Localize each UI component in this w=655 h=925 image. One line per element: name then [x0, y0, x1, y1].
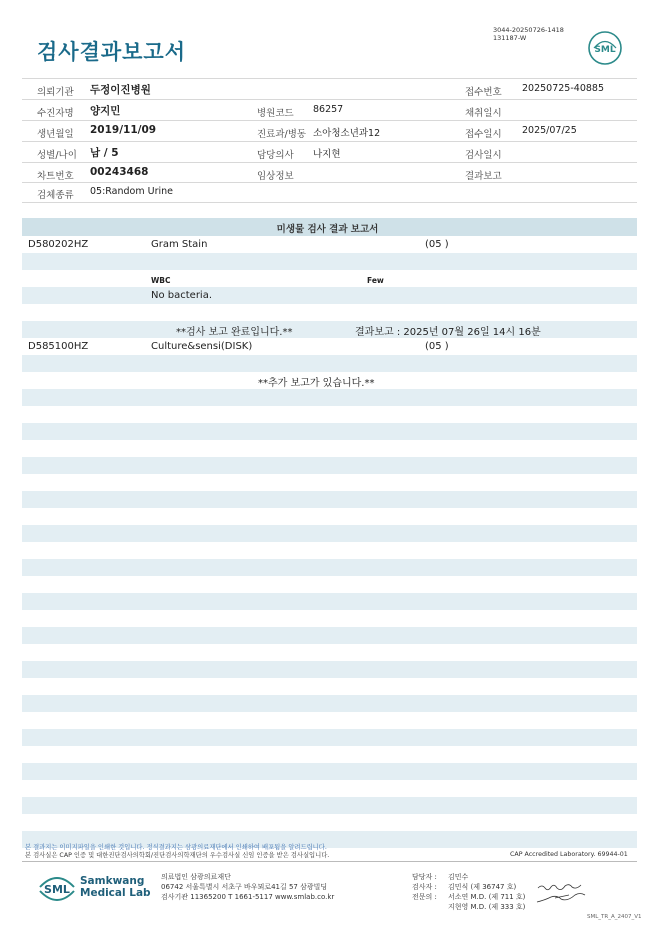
accreditation-notice: 본 검사실은 CAP 인증 및 대한진단검사의학회/진단검사의학재단의 우수검사실 신임 인증을 받은 검사실입니다. — [25, 852, 330, 859]
staff-names — [448, 872, 525, 912]
brand-line2: Medical Lab — [80, 887, 151, 899]
brand-name — [80, 875, 151, 899]
org-name: 의료법인 삼광의료재단 — [161, 873, 231, 881]
org-address: 06742 서울특별시 서초구 바우뫼로41길 57 삼광빌딩 — [161, 883, 328, 891]
results-section-title: 미생물 검사 결과 보고서 — [276, 224, 379, 235]
result-specimen-2: (05 ) — [425, 341, 449, 352]
label-specimen: 검체종류 — [37, 190, 74, 201]
additional-message: **추가 보고가 있습니다.** — [258, 378, 375, 389]
bacteria-result: No bacteria. — [151, 290, 213, 301]
label-clinical: 임상정보 — [257, 171, 294, 182]
staff-label-tester: 검사자 : — [412, 883, 437, 891]
label-institution: 의뢰기관 — [37, 87, 74, 98]
label-collection-date: 채취일시 — [465, 108, 502, 119]
org-contact: 검사기관 11365200 T 1661-5117 www.smlab.co.kr — [161, 893, 335, 901]
sml-brand-logo-icon — [37, 871, 77, 907]
page-title: 검사결과보고서 — [37, 40, 187, 64]
staff-tester: 김민식 (제 36747 호) — [448, 883, 517, 891]
label-receipt-date: 접수일시 — [465, 129, 502, 140]
result-name-2: Culture&sensi(DISK) — [151, 341, 253, 352]
label-test-date: 검사일시 — [465, 150, 502, 161]
wbc-value: Few — [367, 276, 384, 285]
document-id — [493, 26, 564, 42]
complete-message: **검사 보고 완료입니다.** — [176, 327, 293, 338]
value-sex-age: 남 / 5 — [90, 147, 119, 159]
label-hospital-code: 병원코드 — [257, 108, 294, 119]
svg-text:SML: SML — [44, 883, 70, 896]
signature-icon — [535, 880, 590, 910]
result-code-1: D580202HZ — [28, 239, 89, 250]
staff-manager: 김민수 — [448, 873, 469, 881]
label-department: 진료과/병동 — [257, 129, 307, 140]
sml-logo-icon — [588, 31, 622, 65]
value-institution: 두정이진병원 — [90, 84, 151, 96]
brand-line1: Samkwang — [80, 875, 145, 887]
print-notice: 본 결과지는 이미지파일을 인쇄한 것입니다. 정식결과지는 삼광의료재단에서 인쇄하여 배포됨을 알려드립니다. — [25, 844, 327, 851]
value-birth: 2019/11/09 — [90, 124, 157, 136]
logo-text: SML — [594, 45, 616, 55]
value-receipt-no: 20250725-40885 — [522, 83, 605, 94]
staff-label-specialist-2 — [412, 902, 437, 912]
value-chart-no: 00243468 — [90, 166, 149, 178]
doc-id-line2: 131187-W — [493, 34, 527, 42]
value-hospital-code: 86257 — [313, 104, 344, 115]
result-specimen-1: (05 ) — [425, 239, 449, 250]
value-receipt-date: 2025/07/25 — [522, 125, 577, 136]
value-doctor: 나지현 — [313, 149, 341, 160]
form-code: SML_TR_A_2407_V1 — [587, 914, 642, 920]
staff-labels — [412, 872, 437, 912]
result-code-2: D585100HZ — [28, 341, 89, 352]
value-specimen: 05:Random Urine — [90, 186, 174, 197]
report-time: 결과보고 : 2025년 07월 26일 14시 16분 — [355, 327, 541, 338]
staff-specialist-1: 서소연 M.D. (제 711 호) — [448, 893, 526, 901]
result-name-1: Gram Stain — [151, 239, 208, 250]
label-receipt-no: 접수번호 — [465, 87, 502, 98]
staff-label-manager: 담당자 : — [412, 873, 437, 881]
label-report: 결과보고 — [465, 171, 502, 182]
footer-address-block — [161, 872, 334, 902]
label-chart-no: 차트번호 — [37, 171, 74, 182]
doc-id-line1: 3044-20250726-1418 — [493, 26, 564, 34]
label-sex-age: 성별/나이 — [37, 150, 77, 161]
label-birth: 생년월일 — [37, 129, 74, 140]
staff-specialist-2: 지현영 M.D. (제 333 호) — [448, 903, 526, 911]
label-doctor: 담당의사 — [257, 150, 294, 161]
label-patient-name: 수진자명 — [37, 108, 74, 119]
value-patient-name: 양지민 — [90, 105, 121, 117]
cap-accreditation: CAP Accredited Laboratory. 69944-01 — [510, 851, 628, 858]
wbc-label: WBC — [151, 276, 171, 285]
value-department: 소아청소년과12 — [313, 128, 381, 139]
staff-label-specialist: 전문의 : — [412, 893, 437, 901]
